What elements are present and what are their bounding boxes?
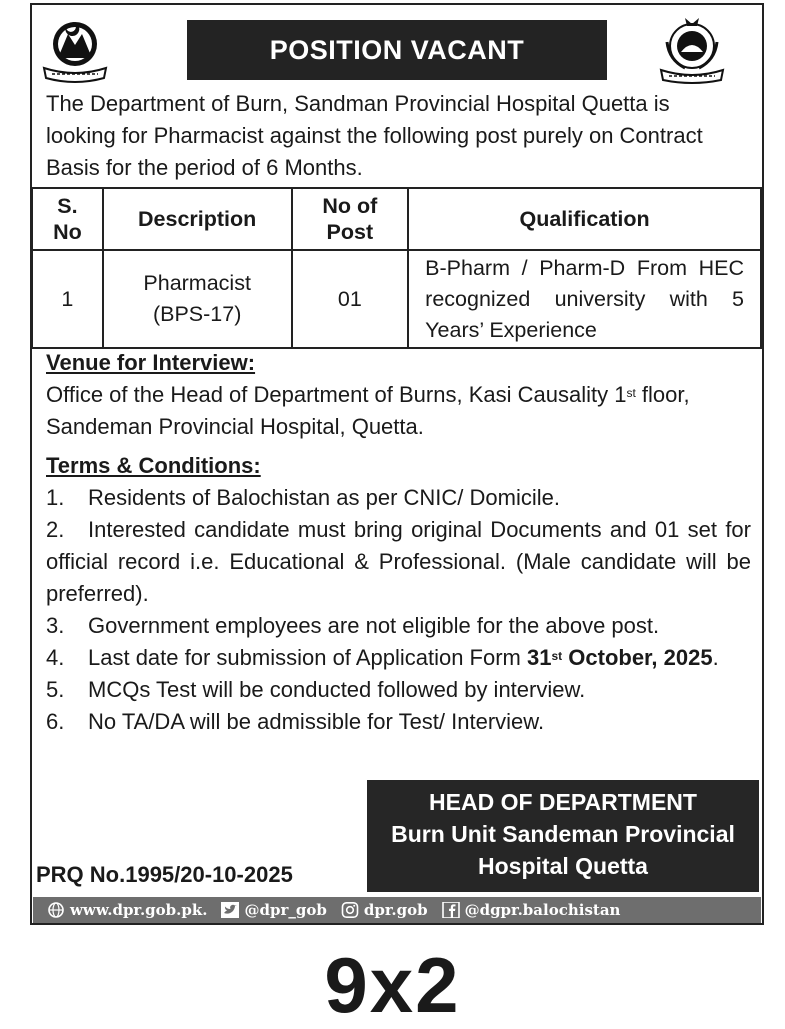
signature-block [367, 780, 759, 892]
item-number: 3. [46, 613, 65, 638]
social-bar [33, 897, 761, 923]
list-item [46, 706, 751, 738]
intro-line: looking for Pharmacist against the following post purely on Contract [46, 123, 703, 148]
header-text: No [53, 220, 82, 244]
cell-description [103, 250, 292, 348]
list-item [46, 674, 751, 706]
header-text: No of [322, 194, 378, 218]
twitter-link[interactable] [221, 901, 326, 919]
date-superscript: st [551, 649, 563, 663]
header-posts [292, 188, 409, 250]
item-text: Government employees are not eligible for the above post. [88, 613, 660, 638]
signature-line: Hospital Quetta [478, 853, 648, 879]
item-text: MCQs Test will be conducted followed by interview. [88, 677, 586, 702]
item-text: Interested candidate must bring original Documents and 01 set for official record i.e. Educational & Professional. (Male candidate will be preferred). [46, 517, 751, 606]
cell-posts: 01 [292, 250, 409, 348]
table-header-row [32, 188, 761, 250]
header-text: Post [326, 220, 374, 244]
intro-paragraph [46, 88, 748, 184]
header-text: S. [57, 194, 78, 218]
deadline-date [527, 645, 713, 670]
venue-section [46, 347, 751, 443]
item-text: Last date for submission of Application Form [88, 645, 527, 670]
posts-table [31, 187, 762, 349]
venue-text: Office of the Head of Department of Burns, Kasi Causality 1 [46, 382, 627, 407]
page-title: POSITION VACANT [187, 20, 607, 80]
twitter-icon [221, 902, 239, 918]
facebook-text: @dgpr.balochistan [464, 901, 621, 919]
item-number: 2. [46, 517, 65, 542]
government-emblem-left [38, 12, 112, 86]
header-sno [32, 188, 103, 250]
twitter-text: @dpr_gob [244, 901, 327, 919]
list-item [46, 482, 751, 514]
terms-list [46, 482, 751, 738]
signature-line: Burn Unit Sandeman Provincial [391, 821, 735, 847]
list-item [46, 610, 751, 642]
date-day: 31 [527, 645, 552, 670]
venue-superscript: st [626, 386, 636, 400]
facebook-icon [442, 902, 460, 918]
cell-sno: 1 [32, 250, 103, 348]
venue-heading: Venue for Interview: [46, 350, 256, 375]
venue-line: Sandeman Provincial Hospital, Quetta. [46, 414, 424, 439]
item-text: Residents of Balochistan as per CNIC/ Domicile. [88, 485, 560, 510]
header-description: Description [103, 188, 292, 250]
instagram-link[interactable] [341, 901, 428, 919]
item-number: 1. [46, 485, 65, 510]
date-rest: October, 2025 [562, 645, 713, 670]
terms-heading: Terms & Conditions: [46, 453, 261, 478]
item-number: 6. [46, 709, 65, 734]
venue-line [46, 379, 751, 411]
cell-qualification: B-Pharm / Pharm-D From HEC recognized university with 5 Years’ Experience [408, 250, 761, 348]
item-number: 5. [46, 677, 65, 702]
signature-title: HEAD OF DEPARTMENT [429, 789, 697, 815]
header-qualification: Qualification [408, 188, 761, 250]
intro-line: The Department of Burn, Sandman Provincial Hospital Quetta is [46, 91, 670, 116]
list-item [46, 642, 751, 674]
intro-line: Basis for the period of 6 Months. [46, 155, 363, 180]
item-number: 4. [46, 645, 65, 670]
venue-text: floor, [635, 382, 690, 407]
website-text: www.dpr.gob.pk. [70, 901, 208, 919]
cell-text: Pharmacist [143, 271, 251, 295]
table-row [32, 250, 761, 348]
item-text: No TA/DA will be admissible for Test/ Interview. [88, 709, 545, 734]
prq-number: PRQ No.1995/20-10-2025 [36, 862, 293, 887]
instagram-icon [341, 902, 359, 918]
government-emblem-right [655, 12, 729, 86]
list-item [46, 514, 751, 610]
instagram-text: dpr.gob [363, 901, 428, 919]
ad-size-code: 9x2 [324, 941, 461, 1029]
facebook-link[interactable] [442, 901, 621, 919]
globe-icon [47, 902, 65, 918]
terms-section [46, 450, 751, 738]
item-text: . [712, 645, 719, 670]
cell-text: (BPS-17) [152, 302, 242, 326]
website-link[interactable] [47, 901, 207, 919]
